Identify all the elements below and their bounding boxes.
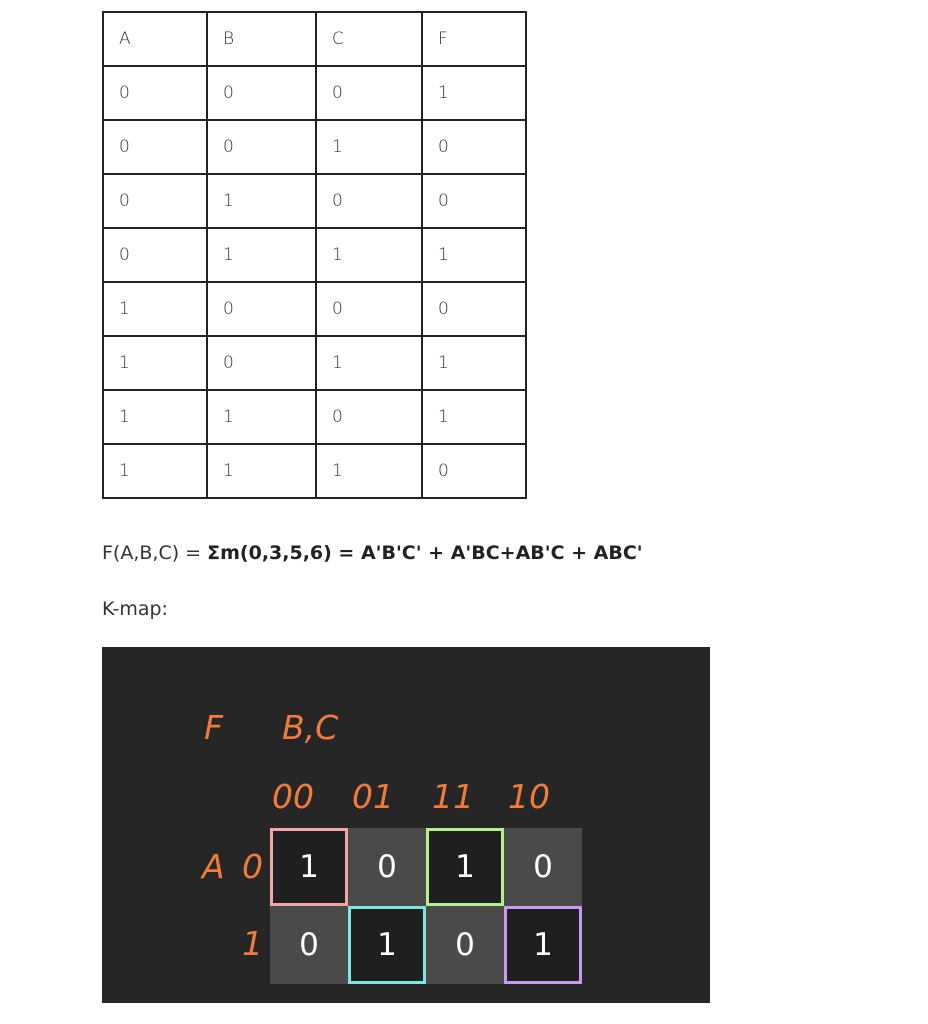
table-cell: 1 — [103, 282, 207, 336]
kmap-group-outline — [270, 828, 348, 906]
kmap-row-var: A — [202, 847, 225, 886]
kmap-group-outline — [426, 828, 504, 906]
table-cell: 0 — [316, 390, 422, 444]
table-cell: 0 — [422, 282, 526, 336]
kmap-cell: 0 — [426, 906, 504, 984]
table-cell: 1 — [103, 336, 207, 390]
table-header-row — [103, 12, 526, 66]
kmap-cell: 1 — [504, 906, 582, 984]
table-cell: 0 — [103, 66, 207, 120]
table-row — [103, 444, 526, 498]
table-cell: 0 — [316, 66, 422, 120]
header-cell-c: C — [316, 12, 422, 66]
header-cell-b: B — [207, 12, 316, 66]
table-cell: 1 — [316, 120, 422, 174]
kmap-row-header: 0 — [242, 847, 263, 886]
table-row — [103, 228, 526, 282]
table-cell: 1 — [316, 228, 422, 282]
table-cell: 1 — [316, 336, 422, 390]
formula-expression: Σm(0,3,5,6) = A'B'C' + A'BC+AB'C + ABC' — [207, 542, 643, 564]
kmap-col-var: B,C — [282, 708, 339, 747]
kmap-col-header: 01 — [352, 777, 394, 816]
kmap-row-header: 1 — [242, 924, 263, 963]
table-cell: 0 — [103, 120, 207, 174]
table-cell: 1 — [422, 66, 526, 120]
table-cell: 0 — [103, 228, 207, 282]
table-row — [103, 282, 526, 336]
table-cell: 0 — [422, 174, 526, 228]
kmap-cell: 1 — [426, 828, 504, 906]
kmap-group-outline — [504, 906, 582, 984]
table-cell: 0 — [207, 66, 316, 120]
table-row — [103, 174, 526, 228]
karnaugh-map — [102, 647, 710, 1003]
table-cell: 1 — [422, 228, 526, 282]
table-cell: 1 — [316, 444, 422, 498]
kmap-cell: 1 — [348, 906, 426, 984]
kmap-group-outline — [348, 906, 426, 984]
kmap-cell: 1 — [270, 828, 348, 906]
kmap-col-header: 10 — [508, 777, 550, 816]
table-cell: 0 — [207, 336, 316, 390]
table-cell: 0 — [316, 282, 422, 336]
table-row — [103, 336, 526, 390]
table-cell: 0 — [422, 120, 526, 174]
table-cell: 0 — [316, 174, 422, 228]
boolean-formula — [102, 542, 643, 564]
header-cell-f: F — [422, 12, 526, 66]
table-cell: 1 — [207, 228, 316, 282]
kmap-label: K-map: — [102, 598, 168, 620]
table-cell: 1 — [422, 390, 526, 444]
header-cell-a: A — [103, 12, 207, 66]
table-cell: 1 — [207, 390, 316, 444]
table-cell: 1 — [103, 444, 207, 498]
table-cell: 1 — [422, 336, 526, 390]
table-cell: 1 — [207, 174, 316, 228]
table-cell: 0 — [207, 282, 316, 336]
kmap-cell: 0 — [270, 906, 348, 984]
kmap-output-var: F — [204, 708, 223, 747]
kmap-col-header: 00 — [272, 777, 314, 816]
truth-table — [102, 11, 527, 499]
table-cell: 0 — [103, 174, 207, 228]
table-row — [103, 120, 526, 174]
kmap-cell: 0 — [348, 828, 426, 906]
kmap-col-header: 11 — [432, 777, 474, 816]
formula-prefix: F(A,B,C) = — [102, 542, 208, 564]
table-cell: 1 — [103, 390, 207, 444]
table-cell: 0 — [207, 120, 316, 174]
table-row — [103, 66, 526, 120]
kmap-cell: 0 — [504, 828, 582, 906]
table-cell: 1 — [207, 444, 316, 498]
table-cell: 0 — [422, 444, 526, 498]
table-row — [103, 390, 526, 444]
